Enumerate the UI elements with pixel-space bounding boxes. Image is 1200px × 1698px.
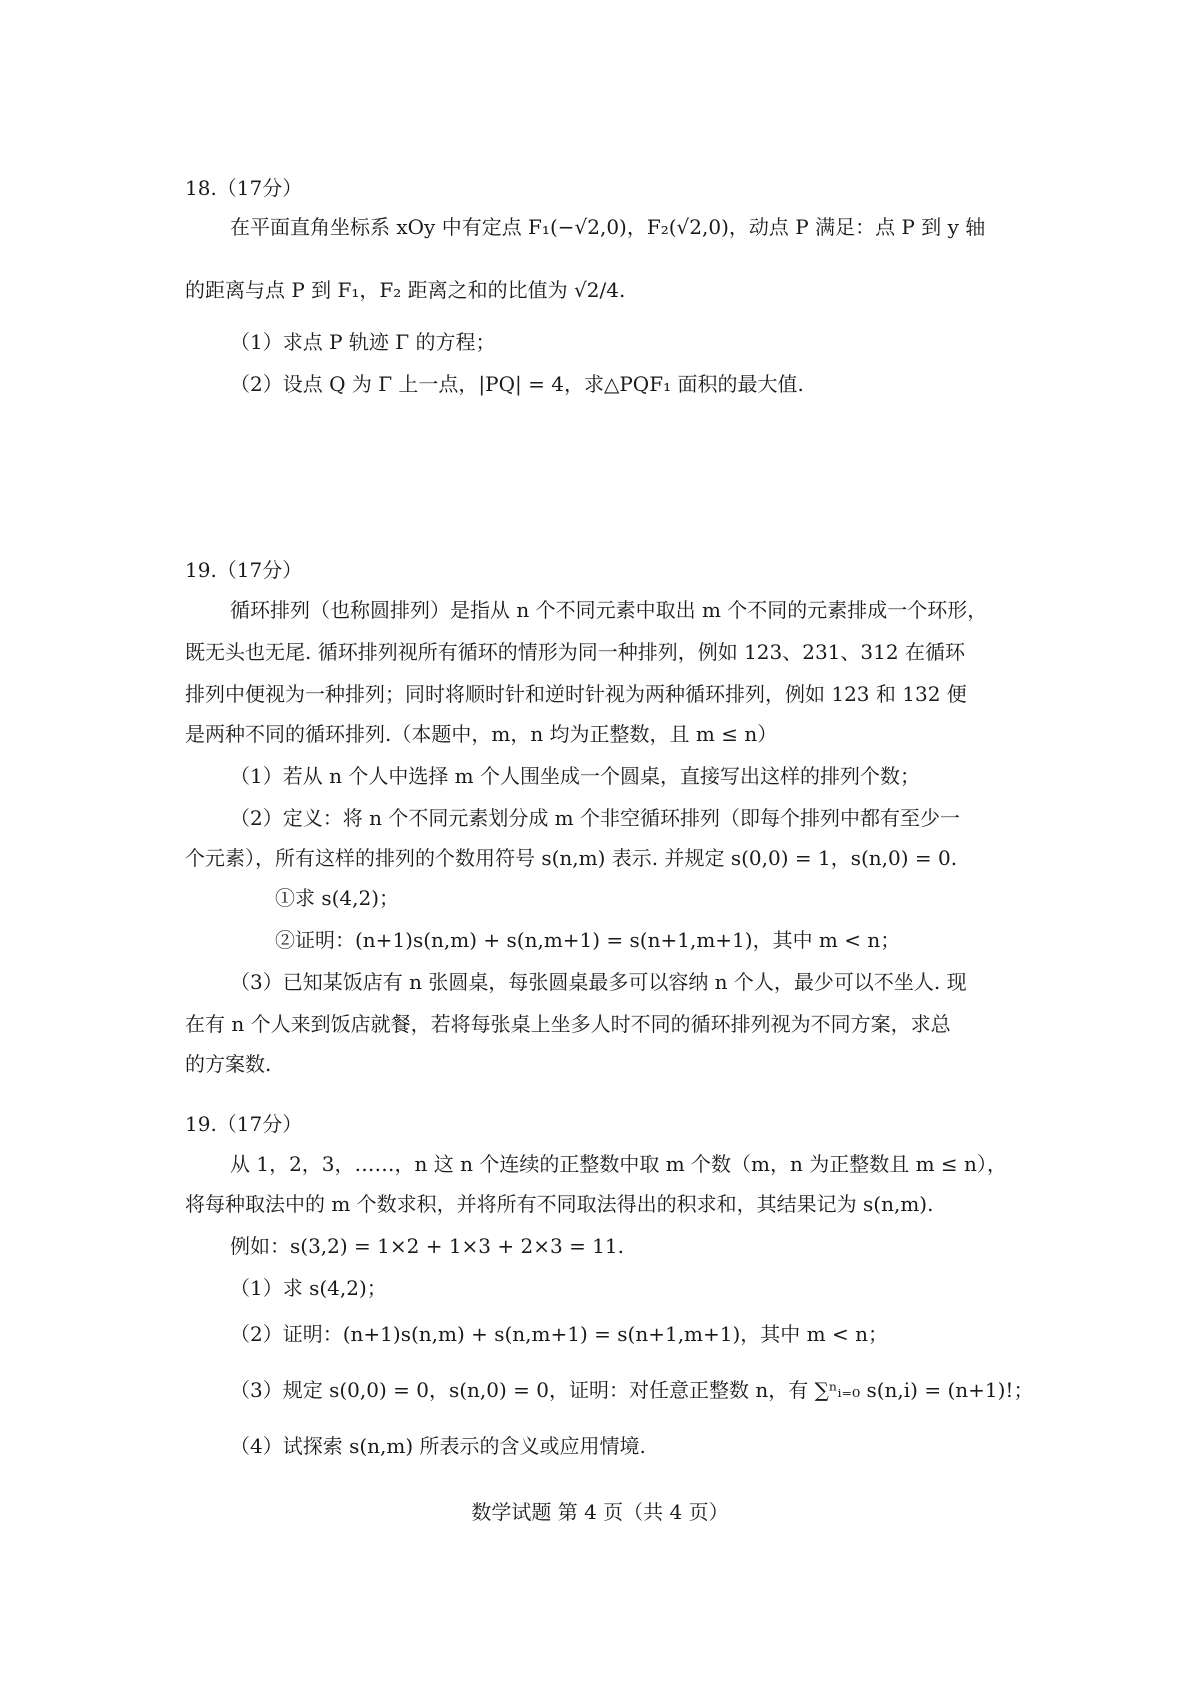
q18-stem-line2: 的距离与点 P 到 F₁，F₂ 距离之和的比值为 √2/4. (185, 278, 626, 302)
q19b-part4: （4）试探索 s(n,m) 所表示的含义或应用情境. (230, 1434, 646, 1458)
q19a-part2-line1: （2）定义：将 n 个不同元素划分成 m 个非空循环排列（即每个排列中都有至少一 (230, 806, 960, 830)
q19a-stem-line2: 既无头也无尾. 循环排列视所有循环的情形为同一种排列，例如 123、231、312 在循环 (185, 640, 965, 664)
q19a-stem-line3: 排列中便视为一种排列；同时将顺时针和逆时针视为两种循环排列，例如 123 和 132 便 (185, 682, 967, 706)
q19a-part3-line3: 的方案数. (185, 1052, 272, 1076)
page-footer: 数学试题 第 4 页（共 4 页） (471, 1500, 729, 1524)
q19b-example: 例如：s(3,2) = 1×2 + 1×3 + 2×3 = 11. (230, 1234, 624, 1258)
q19a-part3-line2: 在有 n 个人来到饭店就餐，若将每张桌上坐多人时不同的循环排列视为不同方案，求总 (185, 1012, 951, 1036)
q19a-part2-line2: 个元素），所有这样的排列的个数用符号 s(n,m) 表示. 并规定 s(0,0) = 1，s(n,0) = 0. (185, 846, 958, 870)
q18-part1: （1）求点 P 轨迹 Γ 的方程； (230, 330, 496, 354)
q19b-stem-line2: 将每种取法中的 m 个数求积，并将所有不同取法得出的积求和，其结果记为 s(n,m). (185, 1192, 934, 1216)
q19a-stem-line1: 循环排列（也称圆排列）是指从 n 个不同元素中取出 m 个不同的元素排成一个环形， (230, 598, 988, 622)
q19b-heading: 19.（17分） (185, 1112, 303, 1136)
q19a-heading: 19.（17分） (185, 558, 303, 582)
q19b-part2: （2）证明：(n+1)s(n,m) + s(n,m+1) = s(n+1,m+1)，其中 m < n； (230, 1322, 888, 1346)
q18-part2: （2）设点 Q 为 Γ 上一点，|PQ| = 4，求△PQF₁ 面积的最大值. (230, 372, 804, 396)
q19a-stem-line4: 是两种不同的循环排列.（本题中，m，n 均为正整数，且 m ≤ n） (185, 722, 778, 746)
q18-stem-line1: 在平面直角坐标系 xOy 中有定点 F₁(−√2,0)，F₂(√2,0)，动点 P 满足：点 P 到 y 轴 (230, 215, 986, 239)
q19b-stem-line1: 从 1，2，3，……，n 这 n 个连续的正整数中取 m 个数（m，n 为正整数且 m ≤ n）， (230, 1152, 1007, 1176)
q19a-part3-line1: （3）已知某饭店有 n 张圆桌，每张圆桌最多可以容纳 n 个人，最少可以不坐人. 现 (230, 970, 967, 994)
q18-heading: 18.（17分） (185, 176, 303, 200)
q19a-part2-item2: ②证明：(n+1)s(n,m) + s(n,m+1) = s(n+1,m+1)，其中 m < n； (275, 928, 901, 952)
q19b-part1: （1）求 s(4,2)； (230, 1276, 387, 1300)
q19a-part2-item1: ①求 s(4,2)； (275, 886, 400, 910)
q19a-part1: （1）若从 n 个人中选择 m 个人围坐成一个圆桌，直接写出这样的排列个数； (230, 764, 920, 788)
q19b-part3: （3）规定 s(0,0) = 0，s(n,0) = 0，证明：对任意正整数 n，有 ∑ⁿᵢ₌₀ s(n,i) = (n+1)!； (230, 1378, 1034, 1402)
